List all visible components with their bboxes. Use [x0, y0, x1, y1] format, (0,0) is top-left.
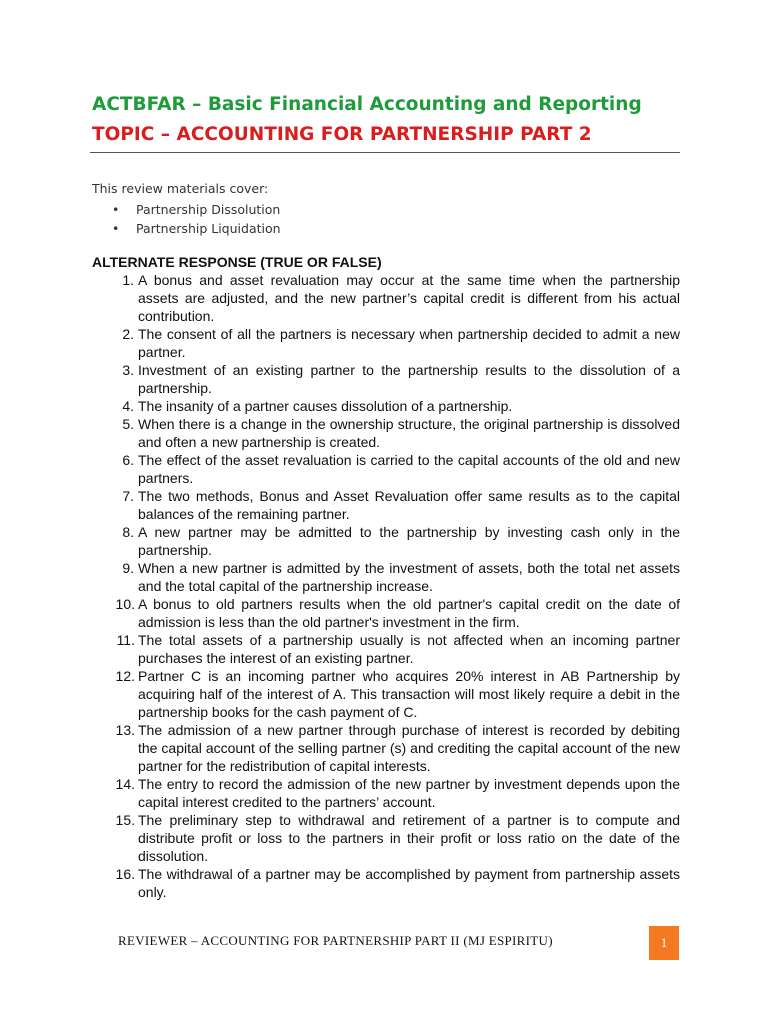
question-number: 2. — [122, 326, 134, 342]
question-number: 12. — [115, 668, 135, 684]
question-number: 5. — [122, 416, 134, 432]
question-item — [92, 415, 680, 451]
question-text: A bonus and asset revaluation may occur at the same time when the partnership assets are adjusted, and the new partner’s capital credit is different from his actual contribution. — [138, 272, 680, 324]
question-number: 6. — [122, 452, 134, 468]
question-list — [92, 271, 680, 901]
course-title: ACTBFAR – Basic Financial Accounting and Reporting — [92, 94, 642, 115]
question-item — [92, 271, 680, 325]
bullet-icon: • — [112, 202, 120, 217]
question-text: When a new partner is admitted by the investment of assets, both the total net assets and the total capital of the partnership increase. — [138, 560, 680, 594]
footer-title: REVIEWER – ACCOUNTING FOR PARTNERSHIP PART II (MJ ESPIRITU) — [118, 933, 553, 948]
question-item — [92, 487, 680, 523]
question-number: 8. — [122, 524, 134, 540]
question-text: The admission of a new partner through purchase of interest is recorded by debiting the capital account of the selling partner (s) and crediting the capital account of the new partner for the redistribution of capital interests. — [138, 722, 680, 774]
question-text: The preliminary step to withdrawal and retirement of a partner is to compute and distribute profit or loss to the partners in their profit or loss ratio on the date of the dissolution. — [138, 812, 680, 864]
question-number: 4. — [122, 398, 134, 414]
question-text: The effect of the asset revaluation is carried to the capital accounts of the old and new partners. — [138, 452, 680, 486]
coverage-item — [112, 200, 281, 219]
question-text: The insanity of a partner causes dissolution of a partnership. — [138, 398, 513, 414]
question-item — [92, 865, 680, 901]
coverage-item-label: Partnership Dissolution — [136, 202, 281, 217]
question-item — [92, 397, 680, 415]
question-number: 16. — [115, 866, 135, 882]
question-item — [92, 361, 680, 397]
question-item — [92, 775, 680, 811]
question-text: Investment of an existing partner to the partnership results to the dissolution of a partnership. — [138, 362, 680, 396]
header-divider — [90, 152, 680, 153]
coverage-item — [112, 219, 281, 238]
question-text: The two methods, Bonus and Asset Revaluation offer same results as to the capital balances of the remaining partner. — [138, 488, 680, 522]
question-item — [92, 595, 680, 631]
question-item — [92, 667, 680, 721]
question-number: 11. — [116, 632, 135, 648]
question-text: A bonus to old partners results when the old partner's capital credit on the date of admission is less than the old partner's investment in the firm. — [138, 596, 680, 630]
question-number: 9. — [122, 560, 134, 576]
question-text: The consent of all the partners is necessary when partnership decided to admit a new partner. — [138, 326, 680, 360]
question-text: A new partner may be admitted to the partnership by investing cash only in the partnership. — [138, 524, 680, 558]
question-item — [92, 631, 680, 667]
question-text: Partner C is an incoming partner who acquires 20% interest in AB Partnership by acquiring half of the interest of A. This transaction will most likely require a debit in the partnership books for the cash payment of C. — [138, 668, 680, 720]
question-number: 14. — [115, 776, 135, 792]
topic-title: TOPIC – ACCOUNTING FOR PARTNERSHIP PART 2 — [92, 124, 592, 145]
question-text: The total assets of a partnership usually is not affected when an incoming partner purchases the interest of an existing partner. — [138, 632, 680, 666]
bullet-icon: • — [112, 221, 120, 236]
coverage-item-label: Partnership Liquidation — [136, 221, 281, 236]
question-item — [92, 811, 680, 865]
question-number: 7. — [122, 488, 134, 504]
question-text: The entry to record the admission of the new partner by investment depends upon the capital interest credited to the partners’ account. — [138, 776, 680, 810]
question-text: The withdrawal of a partner may be accomplished by payment from partnership assets only. — [138, 866, 680, 900]
question-item — [92, 325, 680, 361]
question-number: 3. — [122, 362, 134, 378]
question-number: 15. — [115, 812, 135, 828]
question-item — [92, 559, 680, 595]
question-item — [92, 451, 680, 487]
question-number: 1. — [122, 272, 134, 288]
question-number: 10. — [115, 596, 135, 612]
question-item — [92, 721, 680, 775]
question-number: 13. — [115, 722, 135, 738]
intro-text: This review materials cover: — [92, 181, 269, 196]
question-text: When there is a change in the ownership structure, the original partnership is dissolved and often a new partnership is created. — [138, 416, 680, 450]
page-number-badge: 1 — [649, 926, 679, 960]
question-item — [92, 523, 680, 559]
section-heading: ALTERNATE RESPONSE (TRUE OR FALSE) — [92, 254, 382, 270]
coverage-list — [112, 200, 281, 238]
